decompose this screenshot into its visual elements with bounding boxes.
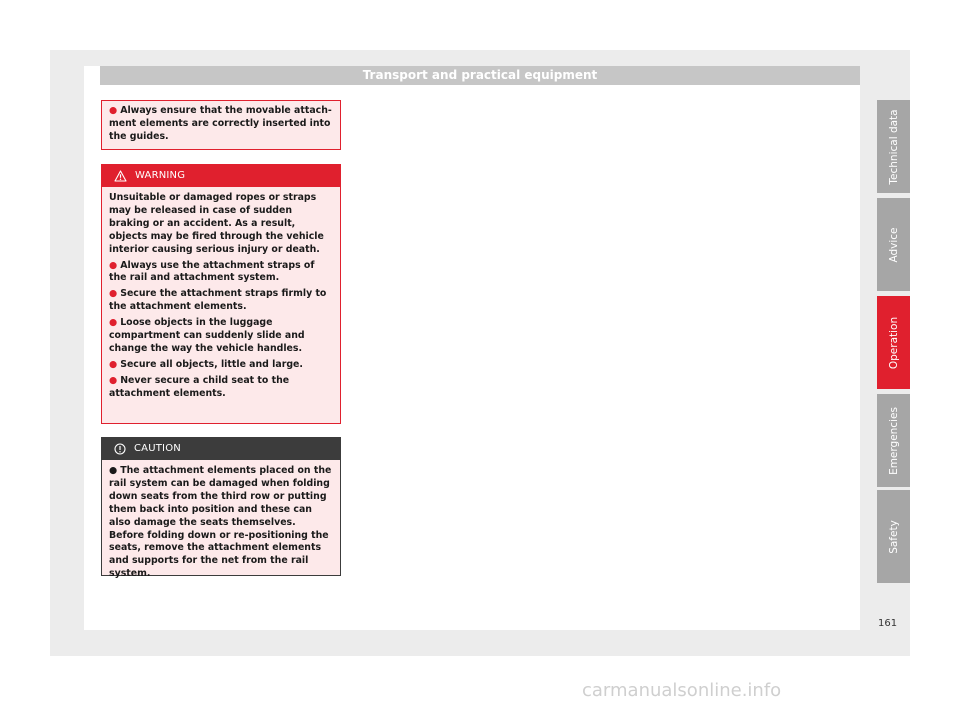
tab-label: Emergencies xyxy=(887,406,900,475)
warning-label: WARNING xyxy=(135,169,186,181)
tab-safety[interactable] xyxy=(877,490,910,583)
bullet-text: Always use the attachment straps of the rail and attachment system. xyxy=(109,259,315,284)
list-item xyxy=(109,105,333,144)
list-item xyxy=(109,288,333,314)
list-item xyxy=(109,260,333,286)
caution-circle-icon xyxy=(114,443,126,455)
warning-triangle-icon xyxy=(114,170,127,182)
bullet-icon: ● xyxy=(109,358,118,370)
list-item xyxy=(109,375,333,401)
bullet-icon: ● xyxy=(109,465,118,476)
bullet-text: Secure the attachment straps firmly to the attachment elements. xyxy=(109,288,327,313)
warning-header xyxy=(102,165,340,187)
caution-box xyxy=(101,437,341,580)
page-number: 161 xyxy=(878,618,898,629)
top-notice-box xyxy=(101,100,341,150)
tab-label: Technical data xyxy=(887,108,900,185)
bullet-text: Always ensure that the movable attach-ment elements are correctly inserted into the guides. xyxy=(109,105,332,142)
warning-body xyxy=(102,187,340,401)
tab-emergencies[interactable] xyxy=(877,394,910,487)
tab-label: Safety xyxy=(887,519,900,554)
tab-advice[interactable] xyxy=(877,198,910,291)
page-header: Transport and practical equipment xyxy=(100,66,860,85)
bullet-text: Never secure a child seat to the attachment elements. xyxy=(109,374,290,399)
list-item xyxy=(109,317,333,356)
bullet-text: Secure all objects, little and large. xyxy=(120,358,303,370)
bullet-icon: ● xyxy=(109,374,118,386)
warning-box xyxy=(101,164,341,424)
list-item xyxy=(109,465,333,581)
caution-label: CAUTION xyxy=(134,442,181,454)
tab-label: Operation xyxy=(887,316,900,369)
tab-label: Advice xyxy=(887,226,900,263)
bullet-icon: ● xyxy=(109,317,118,329)
list-item xyxy=(109,359,333,372)
bullet-text: Loose objects in the luggage compartment can suddenly slide and change the way the vehicle handles. xyxy=(109,317,305,354)
warning-intro: Unsuitable or damaged ropes or straps may be released in case of sudden braking or an accident. As a result, objects may be fired through the vehicle interior causing serious injury or death. xyxy=(109,192,324,255)
bullet-icon: ● xyxy=(109,288,118,300)
bullet-icon: ● xyxy=(109,259,118,271)
caution-header xyxy=(102,438,340,460)
bullet-icon: ● xyxy=(109,105,118,116)
watermark: carmanualsonline.info xyxy=(582,680,782,701)
tab-technical-data[interactable] xyxy=(877,100,910,193)
tab-operation[interactable] xyxy=(877,296,910,389)
caution-body xyxy=(102,460,340,581)
bullet-text: The attachment elements placed on the rail system can be damaged when folding down seats from the third row or putting them back into position and these can also damage the seats themselves. Before folding down or re-positioning the seats, remove the attachment elements and supports for the net from the rail system. xyxy=(109,465,332,580)
